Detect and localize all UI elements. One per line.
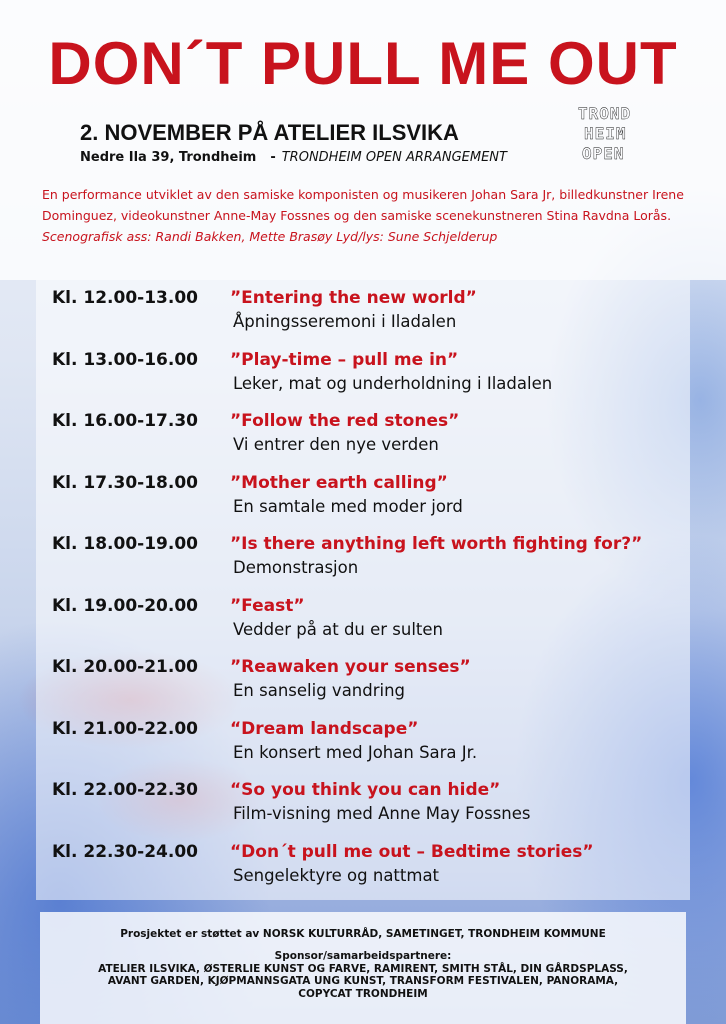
address-line	[80, 150, 507, 165]
date-venue: 2. NOVEMBER PÅ ATELIER ILSVIKA	[80, 120, 459, 145]
sponsors-block	[40, 950, 686, 1000]
schedule-item	[52, 350, 692, 412]
slot-event: ”Play-time – pull me in”	[230, 349, 459, 370]
logo-line: TROND	[578, 104, 632, 123]
slot-description: En samtale med moder jord	[233, 496, 463, 516]
support-line: Prosjektet er støttet av NORSK KULTURRÅD, SAMETINGET, TRONDHEIM KOMMUNE	[120, 928, 606, 940]
sponsors-line: ATELIER ILSVIKA, ØSTERLIE KUNST OG FARVE, RAMIRENT, SMITH STÅL, DIN GÅRDSPLASS,	[98, 962, 628, 975]
schedule-item	[52, 473, 692, 535]
slot-event: ”Entering the new world”	[230, 288, 477, 308]
organizer: TRONDHEIM OPEN ARRANGEMENT	[281, 150, 507, 165]
trondheim-open-logo	[578, 104, 654, 166]
slot-event: “Don´t pull me out – Bedtime stories”	[230, 841, 594, 862]
sponsors-line: AVANT GARDEN, KJØPMANNSGATA UNG KUNST, TRANSFORM FESTIVALEN, PANORAMA,	[107, 975, 619, 987]
sponsors-line: COPYCAT TRONDHEIM	[298, 987, 428, 1000]
slot-event: ”Feast”	[230, 595, 305, 616]
schedule-item	[52, 842, 692, 904]
schedule-item	[52, 719, 692, 781]
slot-time: Kl. 18.00-19.00	[52, 534, 198, 554]
slot-description: Vi entrer den nye verden	[233, 435, 439, 454]
logo-line: HEIM	[584, 124, 627, 143]
slot-description: Sengelektyre og nattmat	[233, 865, 440, 885]
slot-description: En konsert med Johan Sara Jr.	[233, 742, 478, 762]
slot-description: Leker, mat og underholdning i Iladalen	[233, 373, 553, 393]
slot-description: Demonstrasjon	[233, 558, 359, 577]
slot-event: ”Is there anything left worth fighting for?”	[230, 534, 643, 554]
schedule-item	[52, 596, 692, 658]
slot-time: Kl. 16.00-17.30	[52, 411, 198, 431]
slot-time: Kl. 20.00-21.00	[52, 657, 198, 677]
slot-event: “So you think you can hide”	[230, 780, 501, 800]
address-separator: -	[270, 150, 276, 165]
slot-description: Åpningsseremoni i Iladalen	[233, 312, 457, 331]
address: Nedre Ila 39, Trondheim	[80, 150, 257, 165]
sponsors-heading: Sponsor/samarbeidspartnere:	[274, 950, 452, 962]
intro-credits: Scenografisk ass: Randi Bakken, Mette Brasøy Lyd/lys: Sune Schjelderup	[42, 229, 498, 244]
slot-time: Kl. 12.00-13.00	[52, 288, 198, 308]
schedule-item	[52, 780, 692, 842]
slot-event: “Dream landscape”	[230, 718, 419, 739]
slot-event: ”Reawaken your senses”	[230, 657, 471, 677]
intro-text	[42, 184, 712, 247]
slot-time: Kl. 22.00-22.30	[52, 780, 198, 800]
slot-description: En sanselig vandring	[233, 681, 406, 700]
slot-time: Kl. 17.30-18.00	[52, 472, 198, 493]
schedule-list	[52, 288, 692, 903]
poster-title: DON´T PULL ME OUT	[48, 30, 678, 97]
slot-time: Kl. 13.00-16.00	[52, 349, 198, 370]
slot-event: ”Follow the red stones”	[230, 411, 460, 431]
slot-description: Film-visning med Anne May Fossnes	[233, 804, 531, 823]
schedule-item	[52, 288, 692, 350]
slot-time: Kl. 22.30-24.00	[52, 841, 198, 862]
schedule-item	[52, 411, 692, 473]
slot-time: Kl. 19.00-20.00	[52, 595, 198, 616]
slot-event: ”Mother earth calling”	[230, 472, 448, 493]
schedule-item	[52, 534, 692, 596]
slot-time: Kl. 21.00-22.00	[52, 718, 198, 739]
slot-description: Vedder på at du er sulten	[233, 619, 444, 639]
intro-description: En performance utviklet av den samiske komponisten og musikeren Johan Sara Jr, billedkunstner Irene Dominguez, videokunstner Anne-May Fossnes og den samiske scenekunstneren Stina Ravdna Lorås.	[42, 187, 684, 223]
schedule-item	[52, 657, 692, 719]
logo-line: OPEN	[582, 144, 625, 163]
